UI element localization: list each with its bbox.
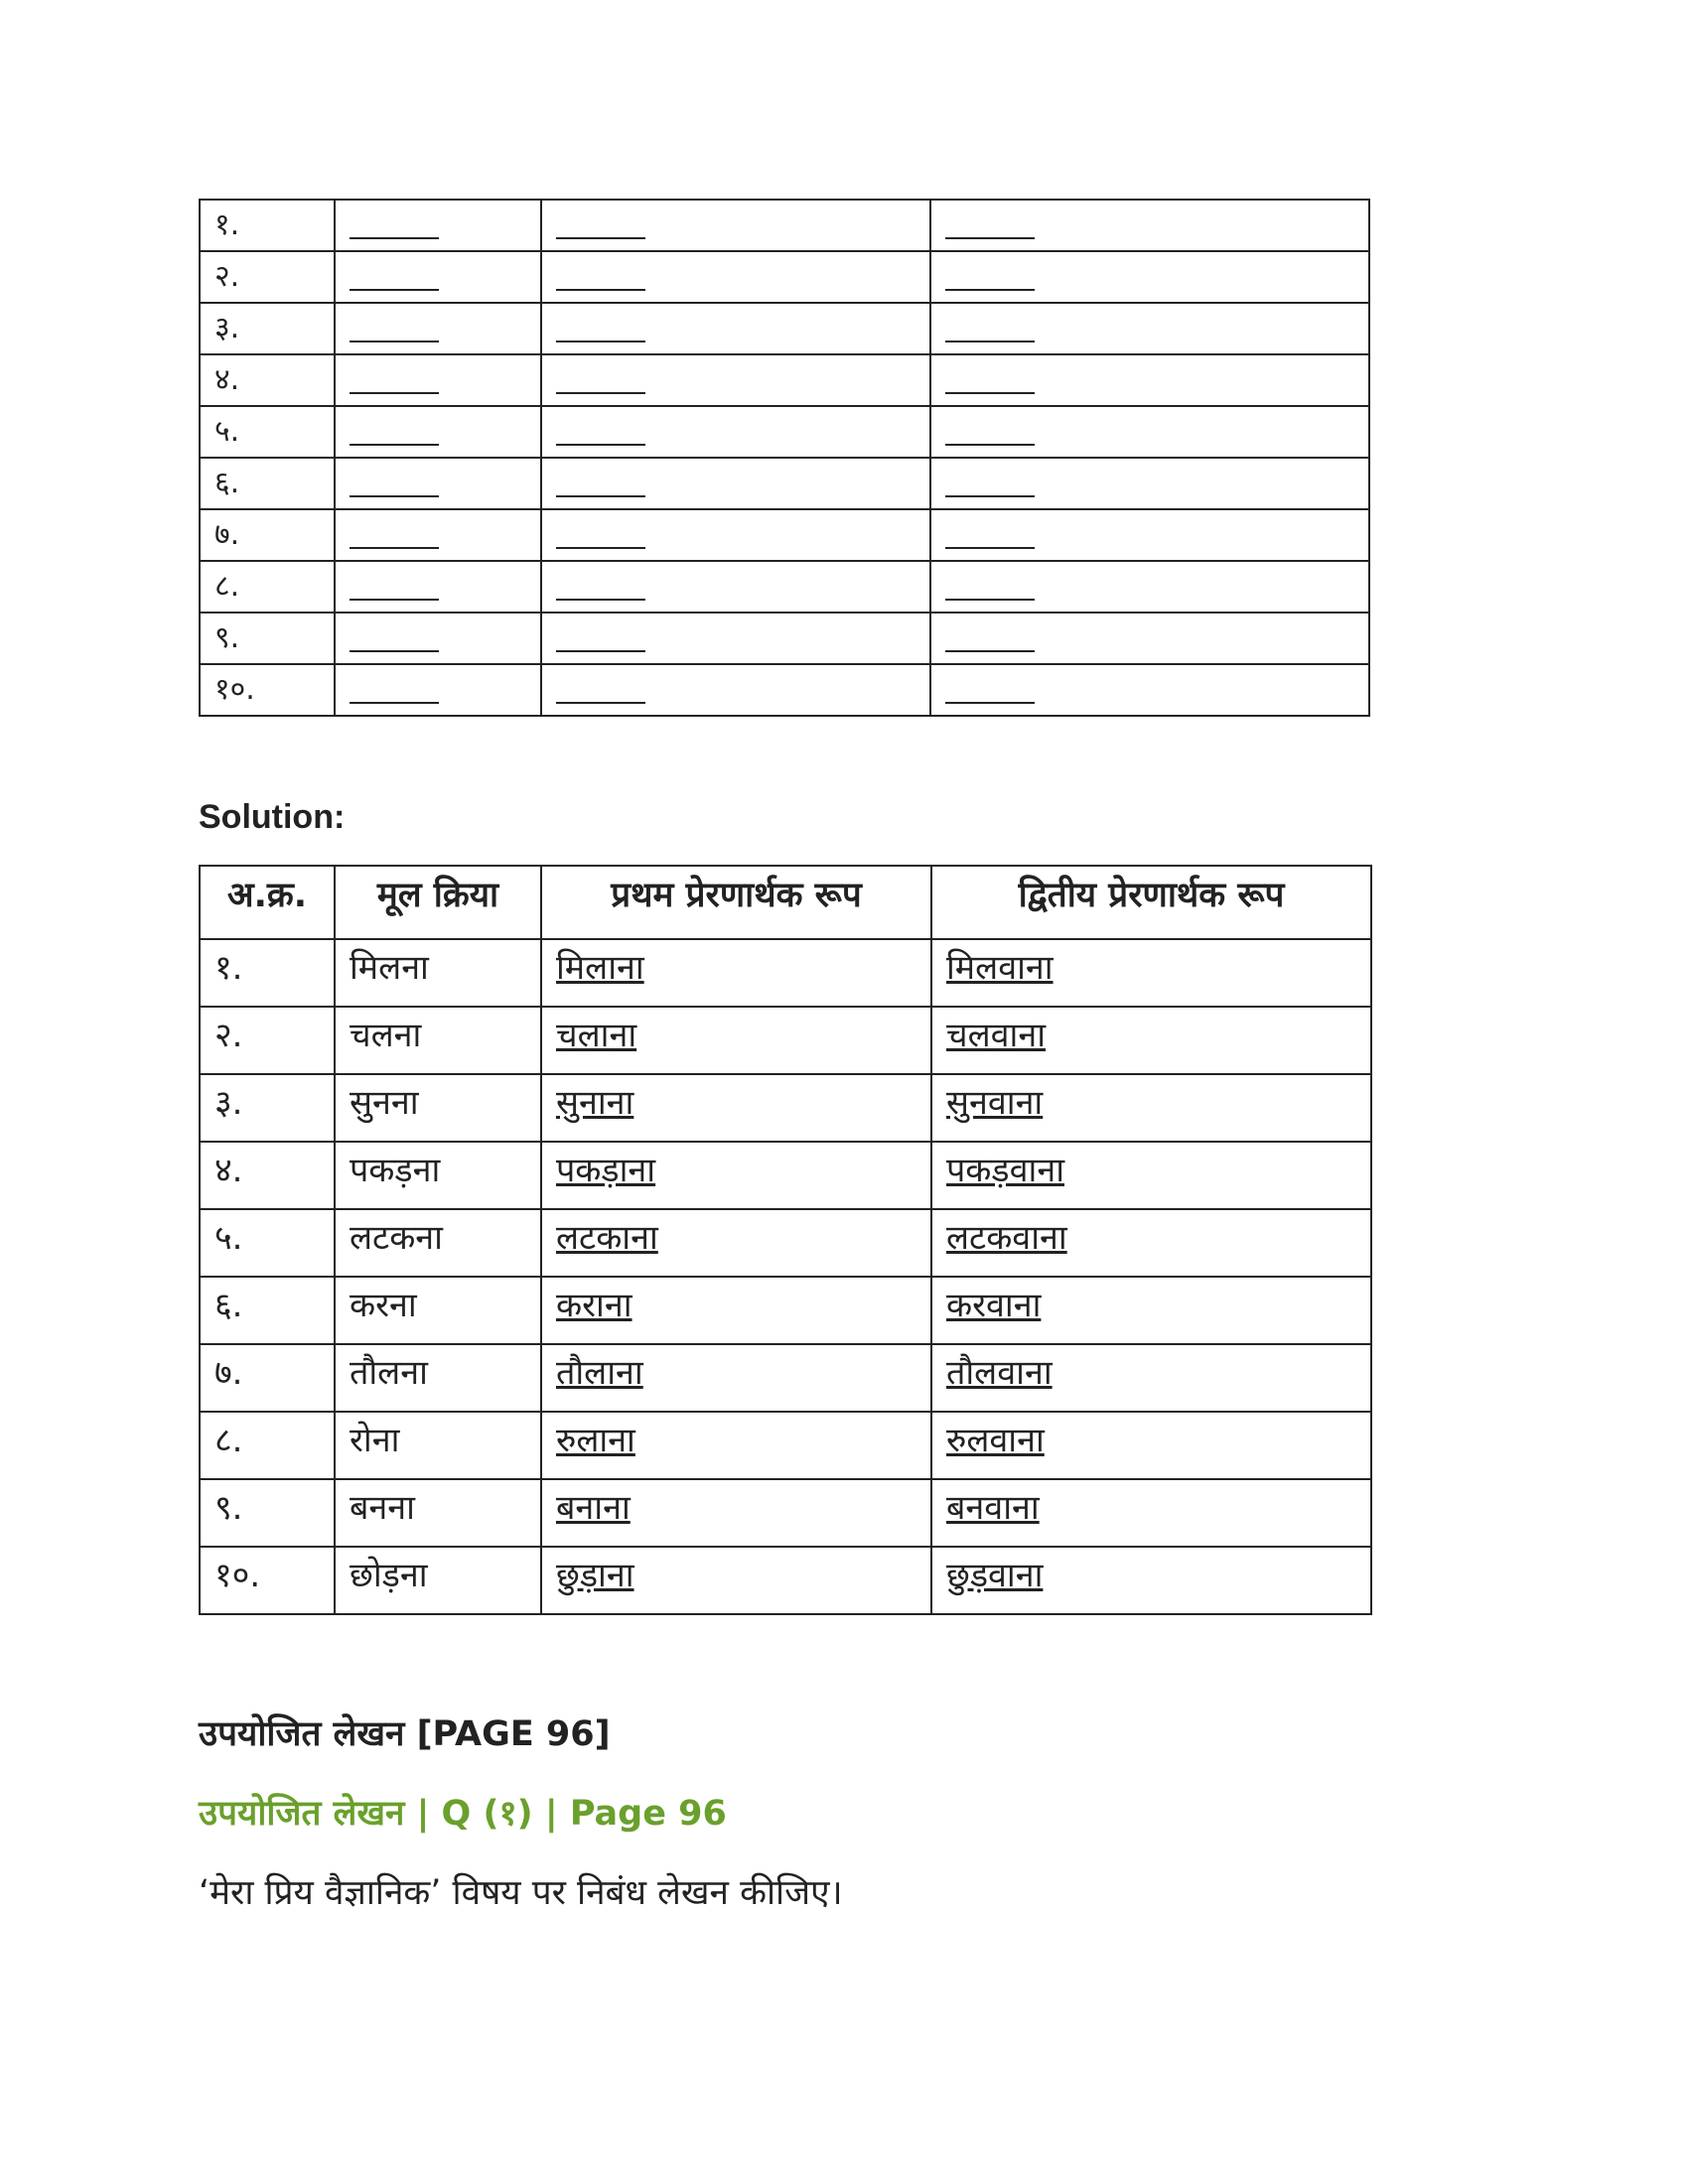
root-verb-cell xyxy=(335,1344,541,1412)
blank-line xyxy=(350,317,439,342)
solution-table-row xyxy=(200,939,1371,1007)
blank-cell xyxy=(335,200,541,251)
root-verb-text: सुनना xyxy=(350,1083,419,1123)
section-heading: उपयोजित लेखन [PAGE 96] xyxy=(199,1714,611,1754)
blank-cell xyxy=(335,354,541,406)
second-causative-text: रुलवाना xyxy=(946,1421,1045,1460)
first-causative-cell xyxy=(541,1547,931,1614)
first-causative-text: सुनाना xyxy=(556,1083,634,1123)
row-number: ६. xyxy=(200,458,335,509)
blank-cell xyxy=(541,406,930,458)
row-number xyxy=(200,1547,335,1614)
second-causative-cell xyxy=(931,1479,1371,1547)
solution-table-row xyxy=(200,1209,1371,1277)
blank-line xyxy=(350,368,439,394)
blank-line xyxy=(350,213,439,239)
blank-line xyxy=(556,317,645,342)
blank-line xyxy=(945,420,1035,446)
blank-cell xyxy=(541,458,930,509)
blank-cell xyxy=(335,251,541,303)
second-causative-text: पकड़वाना xyxy=(946,1151,1064,1190)
first-causative-text: कराना xyxy=(556,1286,633,1325)
blank-table-row xyxy=(200,303,1369,354)
second-causative-text: छुड़वाना xyxy=(946,1556,1044,1595)
second-causative-cell xyxy=(931,1412,1371,1479)
root-verb-text: तौलना xyxy=(350,1353,428,1393)
solution-table-body xyxy=(200,939,1371,1614)
second-causative-text: बनवाना xyxy=(946,1488,1040,1528)
blank-line xyxy=(350,678,439,704)
blank-line xyxy=(350,420,439,446)
blank-cell xyxy=(930,458,1369,509)
blank-cell xyxy=(930,303,1369,354)
blank-exercise-table xyxy=(199,199,1370,717)
root-verb-text: रोना xyxy=(350,1421,400,1460)
blank-cell xyxy=(930,251,1369,303)
blank-cell xyxy=(930,561,1369,613)
first-causative-text: लटकाना xyxy=(556,1218,658,1258)
blank-line xyxy=(945,626,1035,652)
row-number-text: ३. xyxy=(214,1083,243,1123)
row-number-text: २. xyxy=(214,1016,243,1055)
blank-table-row xyxy=(200,354,1369,406)
solution-label: Solution: xyxy=(199,798,346,836)
second-causative-cell xyxy=(931,939,1371,1007)
root-verb-text: चलना xyxy=(350,1016,422,1055)
root-verb-text: पकड़ना xyxy=(350,1151,441,1190)
blank-cell xyxy=(541,613,930,664)
first-causative-cell xyxy=(541,939,931,1007)
row-number: १. xyxy=(200,200,335,251)
second-causative-cell xyxy=(931,1547,1371,1614)
blank-table-body xyxy=(200,200,1369,716)
blank-cell xyxy=(930,354,1369,406)
blank-cell xyxy=(930,613,1369,664)
row-number xyxy=(200,939,335,1007)
blank-cell xyxy=(541,251,930,303)
row-number: ७. xyxy=(200,509,335,561)
row-number xyxy=(200,1074,335,1142)
second-causative-cell xyxy=(931,1344,1371,1412)
blank-table-row xyxy=(200,561,1369,613)
root-verb-cell xyxy=(335,939,541,1007)
blank-line xyxy=(556,678,645,704)
second-causative-text: चलवाना xyxy=(946,1016,1047,1055)
blank-line xyxy=(945,472,1035,497)
blank-table-row xyxy=(200,509,1369,561)
blank-cell xyxy=(335,458,541,509)
blank-line xyxy=(945,213,1035,239)
row-number-text: ६. xyxy=(214,1286,243,1325)
second-causative-cell xyxy=(931,1142,1371,1209)
header-serial-number: अ.क्र. xyxy=(200,866,335,939)
row-number xyxy=(200,1344,335,1412)
second-causative-text: तौलवाना xyxy=(946,1353,1053,1393)
blank-line xyxy=(556,575,645,601)
blank-line xyxy=(556,472,645,497)
question-text: ‘मेरा प्रिय वैज्ञानिक’ विषय पर निबंध लेखन कीजिए। xyxy=(199,1873,843,1913)
solution-table-row xyxy=(200,1142,1371,1209)
blank-line xyxy=(556,265,645,291)
row-number: १०. xyxy=(200,664,335,716)
root-verb-cell xyxy=(335,1007,541,1074)
blank-cell xyxy=(541,200,930,251)
question-heading: उपयोजित लेखन | Q (१) | Page 96 xyxy=(199,1794,727,1834)
blank-line xyxy=(945,678,1035,704)
first-causative-text: तौलाना xyxy=(556,1353,643,1393)
blank-line xyxy=(350,626,439,652)
root-verb-text: करना xyxy=(350,1286,417,1325)
first-causative-cell xyxy=(541,1277,931,1344)
blank-cell xyxy=(335,303,541,354)
blank-table-row xyxy=(200,664,1369,716)
root-verb-cell xyxy=(335,1142,541,1209)
blank-table-row xyxy=(200,613,1369,664)
root-verb-cell xyxy=(335,1479,541,1547)
solution-header-row xyxy=(200,866,1371,939)
second-causative-text: लटकवाना xyxy=(946,1218,1067,1258)
blank-cell xyxy=(541,303,930,354)
root-verb-cell xyxy=(335,1074,541,1142)
blank-line xyxy=(350,523,439,549)
blank-cell xyxy=(541,664,930,716)
row-number: २. xyxy=(200,251,335,303)
root-verb-text: लटकना xyxy=(350,1218,443,1258)
blank-line xyxy=(556,420,645,446)
solution-table xyxy=(199,865,1372,1615)
second-causative-text: करवाना xyxy=(946,1286,1042,1325)
header-root-verb: मूल क्रिया xyxy=(335,866,541,939)
row-number-text: ५. xyxy=(214,1218,243,1258)
first-causative-text: पकड़ाना xyxy=(556,1151,656,1190)
row-number xyxy=(200,1412,335,1479)
row-number-text: ४. xyxy=(214,1151,243,1190)
first-causative-cell xyxy=(541,1209,931,1277)
blank-cell xyxy=(930,509,1369,561)
second-causative-text: सुनवाना xyxy=(946,1083,1044,1123)
row-number-text: १०. xyxy=(214,1556,261,1595)
blank-line xyxy=(945,523,1035,549)
solution-table-row xyxy=(200,1479,1371,1547)
blank-cell xyxy=(335,613,541,664)
blank-cell xyxy=(541,509,930,561)
row-number: ९. xyxy=(200,613,335,664)
second-causative-cell xyxy=(931,1007,1371,1074)
blank-line xyxy=(556,213,645,239)
blank-cell xyxy=(930,406,1369,458)
blank-cell xyxy=(541,354,930,406)
root-verb-cell xyxy=(335,1209,541,1277)
first-causative-text: रुलाना xyxy=(556,1421,635,1460)
second-causative-cell xyxy=(931,1209,1371,1277)
header-first-causative: प्रथम प्रेरणार्थक रूप xyxy=(541,866,931,939)
root-verb-text: मिलना xyxy=(350,948,429,988)
solution-table-row xyxy=(200,1074,1371,1142)
blank-line xyxy=(945,265,1035,291)
blank-cell xyxy=(541,561,930,613)
root-verb-cell xyxy=(335,1547,541,1614)
first-causative-cell xyxy=(541,1007,931,1074)
row-number-text: ७. xyxy=(214,1353,243,1393)
blank-line xyxy=(945,317,1035,342)
root-verb-text: छोड़ना xyxy=(350,1556,428,1595)
row-number: ८. xyxy=(200,561,335,613)
row-number-text: ९. xyxy=(214,1488,243,1528)
blank-cell xyxy=(335,664,541,716)
row-number: ४. xyxy=(200,354,335,406)
row-number xyxy=(200,1479,335,1547)
solution-table-row xyxy=(200,1344,1371,1412)
blank-line xyxy=(350,472,439,497)
solution-table-row xyxy=(200,1412,1371,1479)
first-causative-text: मिलाना xyxy=(556,948,644,988)
first-causative-cell xyxy=(541,1344,931,1412)
root-verb-text: बनना xyxy=(350,1488,415,1528)
first-causative-text: छुड़ाना xyxy=(556,1556,634,1595)
solution-table-row xyxy=(200,1007,1371,1074)
blank-cell xyxy=(930,200,1369,251)
first-causative-cell xyxy=(541,1479,931,1547)
row-number xyxy=(200,1007,335,1074)
second-causative-text: मिलवाना xyxy=(946,948,1054,988)
blank-line xyxy=(945,368,1035,394)
first-causative-cell xyxy=(541,1412,931,1479)
blank-table-row xyxy=(200,251,1369,303)
blank-line xyxy=(556,626,645,652)
blank-table-row xyxy=(200,458,1369,509)
blank-line xyxy=(556,368,645,394)
row-number: ५. xyxy=(200,406,335,458)
row-number xyxy=(200,1142,335,1209)
header-second-causative: द्वितीय प्रेरणार्थक रूप xyxy=(931,866,1371,939)
blank-cell xyxy=(335,509,541,561)
blank-cell xyxy=(335,561,541,613)
blank-line xyxy=(350,265,439,291)
solution-table-row xyxy=(200,1277,1371,1344)
first-causative-cell xyxy=(541,1074,931,1142)
blank-line xyxy=(350,575,439,601)
blank-table-row xyxy=(200,406,1369,458)
blank-table-row xyxy=(200,200,1369,251)
solution-table-row xyxy=(200,1547,1371,1614)
row-number xyxy=(200,1277,335,1344)
first-causative-cell xyxy=(541,1142,931,1209)
row-number: ३. xyxy=(200,303,335,354)
blank-line xyxy=(556,523,645,549)
first-causative-text: बनाना xyxy=(556,1488,631,1528)
root-verb-cell xyxy=(335,1277,541,1344)
row-number-text: १. xyxy=(214,948,243,988)
row-number xyxy=(200,1209,335,1277)
root-verb-cell xyxy=(335,1412,541,1479)
blank-cell xyxy=(335,406,541,458)
row-number-text: ८. xyxy=(214,1421,243,1460)
blank-cell xyxy=(930,664,1369,716)
blank-line xyxy=(945,575,1035,601)
second-causative-cell xyxy=(931,1074,1371,1142)
first-causative-text: चलाना xyxy=(556,1016,637,1055)
second-causative-cell xyxy=(931,1277,1371,1344)
